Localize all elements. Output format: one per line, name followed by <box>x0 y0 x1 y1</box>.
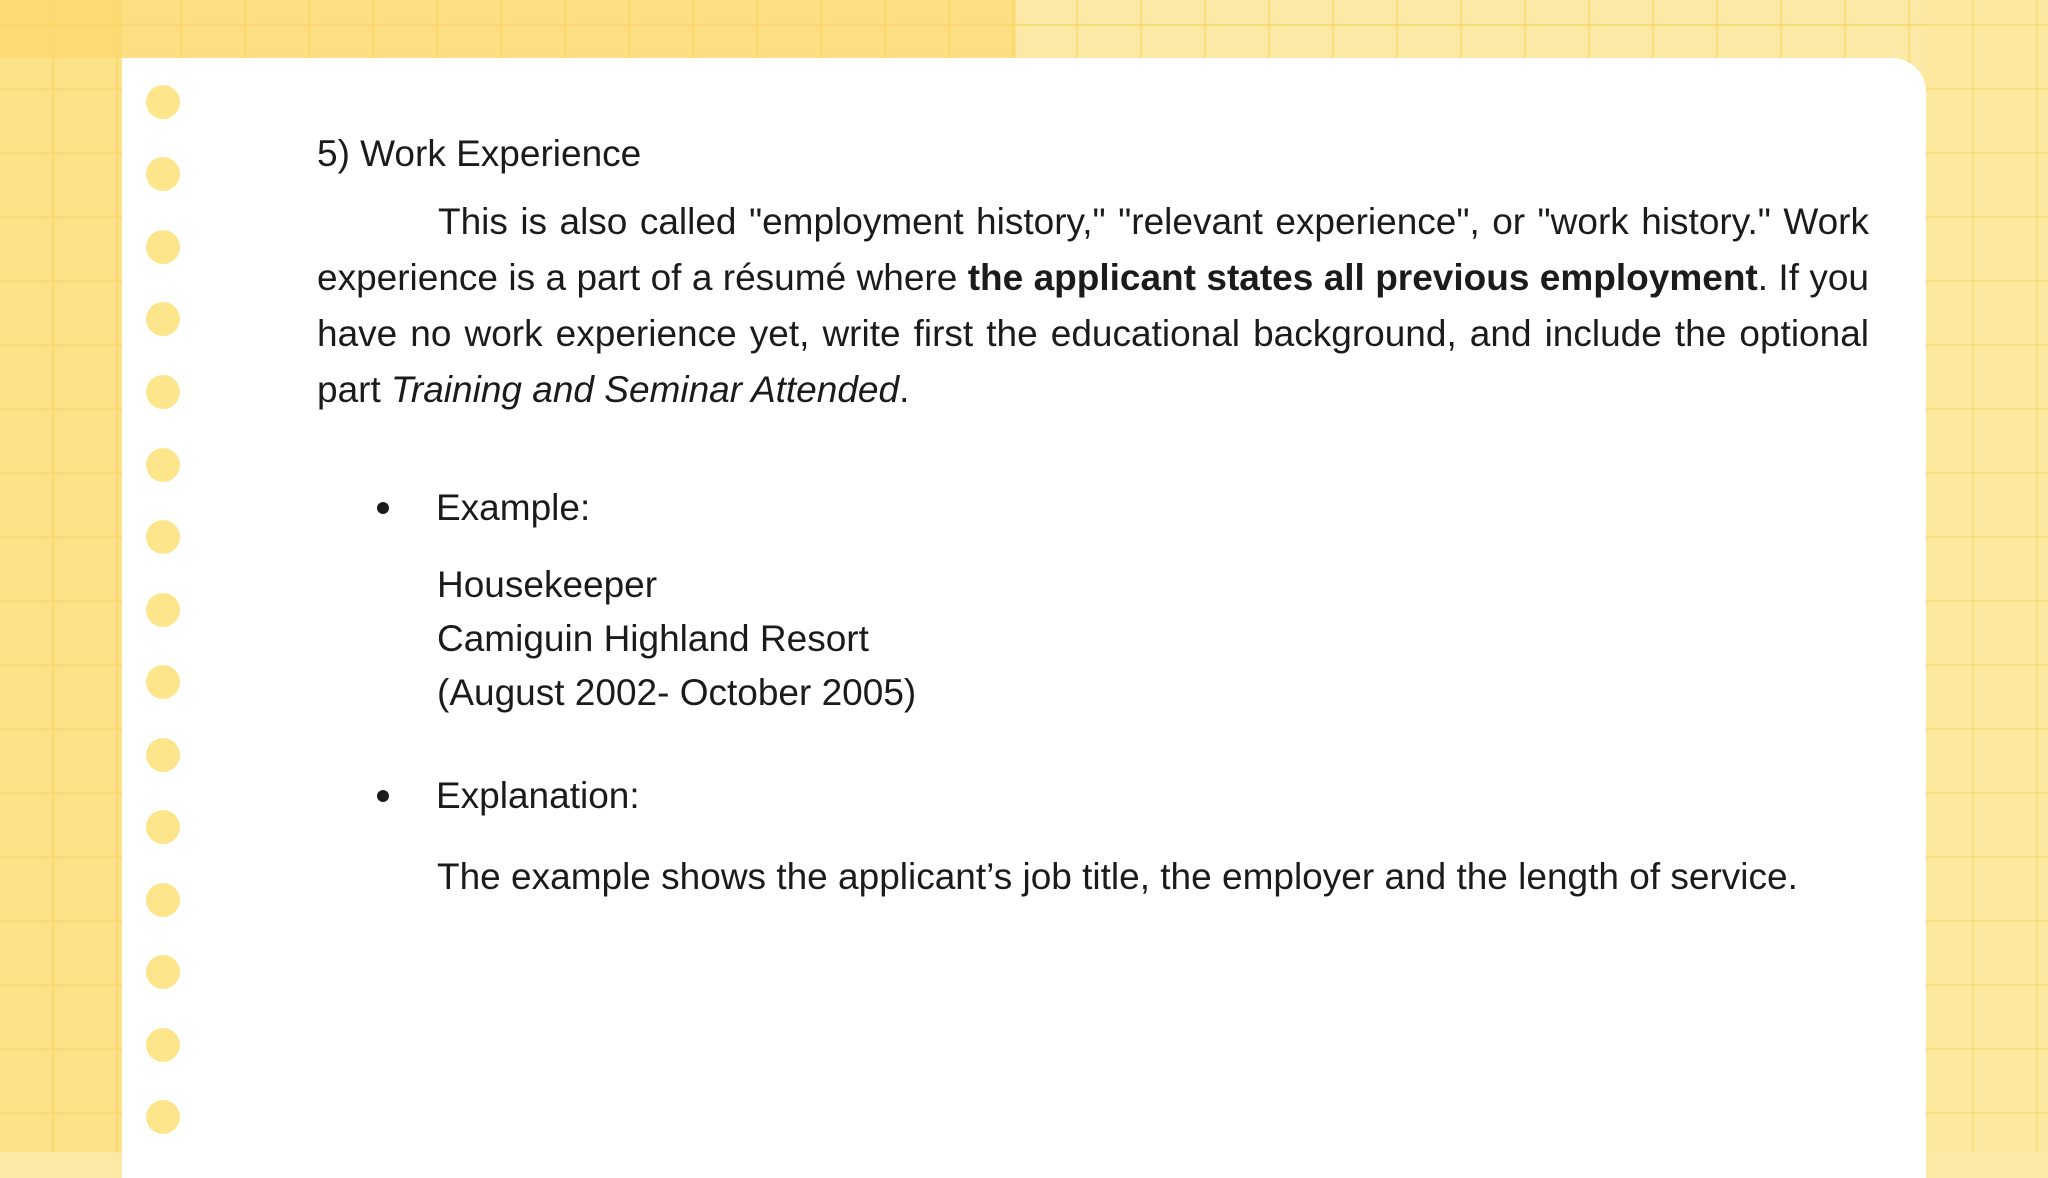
binder-hole <box>146 883 180 917</box>
section-heading: 5) Work Experience <box>317 133 642 174</box>
binder-hole <box>146 593 180 627</box>
intro-italic-text: Training and Seminar Attended <box>391 369 900 410</box>
binder-hole <box>146 810 180 844</box>
example-job-title: Housekeeper <box>437 564 658 605</box>
binder-hole <box>146 230 180 264</box>
intro-text-end: . <box>899 369 910 410</box>
bullet-icon <box>377 502 389 514</box>
binder-hole <box>146 520 180 554</box>
intro-bold-text: the applicant states all previous employment <box>967 257 1758 298</box>
binder-hole <box>146 665 180 699</box>
document-content <box>317 132 1870 897</box>
grid-background-tint <box>0 0 1016 58</box>
binder-hole <box>146 157 180 191</box>
binder-hole <box>146 955 180 989</box>
grid-background-right-tint <box>1926 0 2048 1152</box>
example-dates: (August 2002- October 2005) <box>437 672 917 713</box>
example-label: Example: <box>436 487 591 528</box>
intro-paragraph <box>317 194 1869 418</box>
example-employer: Camiguin Highland Resort <box>437 618 869 659</box>
example-entry <box>437 558 916 720</box>
intro-text-continued: . If you have no work experience yet, write first the educational background, and include the optional part <box>317 257 1870 410</box>
binder-hole <box>146 302 180 336</box>
explanation-text: The example shows the applicant’s job title, the employer and the length of service. <box>437 856 1798 897</box>
binder-hole <box>146 738 180 772</box>
intro-text: This is also called "employment history," "relevant experience", or "work history." Work experience is a part of a résumé where <box>317 201 1869 298</box>
grid-background-left-tint <box>0 0 122 1152</box>
binder-hole <box>146 85 180 119</box>
bullet-icon <box>377 790 389 802</box>
explanation-label: Explanation: <box>436 775 640 816</box>
binder-hole <box>146 448 180 482</box>
binder-hole <box>146 1028 180 1062</box>
binder-hole <box>146 375 180 409</box>
binder-hole <box>146 1100 180 1134</box>
